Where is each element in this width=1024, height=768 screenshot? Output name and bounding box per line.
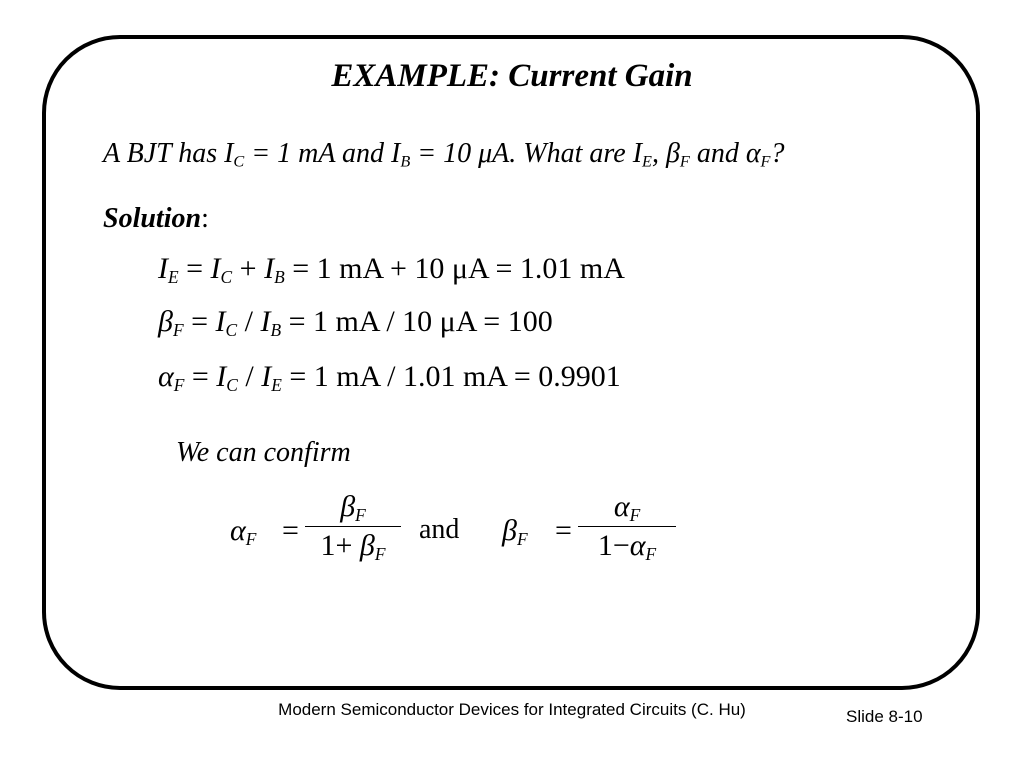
fraction-numerator — [305, 490, 401, 524]
symbol-current: I — [632, 138, 643, 169]
eq-lhs: α — [158, 360, 174, 393]
fraction-bar — [305, 526, 401, 527]
formula2-equals: = — [555, 514, 572, 547]
formula-symbol: α — [613, 490, 630, 523]
eq-lhs: β — [158, 305, 173, 338]
solution-colon: : — [201, 203, 209, 234]
solution-heading — [103, 203, 209, 235]
eq-result: = 1 mA / 10 μA = 100 — [281, 305, 553, 338]
den-prefix: 1+ — [320, 529, 360, 562]
formula1-fraction — [305, 490, 401, 563]
formula-symbol: α — [230, 514, 246, 547]
formula2-lhs — [502, 514, 528, 548]
eq-op: = — [183, 305, 216, 338]
eq-op: / — [237, 305, 261, 338]
eq-term: I — [216, 360, 227, 393]
footer-text: Modern Semiconductor Devices for Integrated Circuits (C. Hu) — [278, 700, 746, 719]
question-part: and — [689, 138, 746, 169]
eq-result: = 1 mA + 10 μA = 1.01 mA — [284, 252, 625, 285]
subscript: E — [642, 152, 652, 171]
slide-number: Slide 8-10 — [846, 707, 923, 726]
question-part: , — [651, 138, 666, 169]
equation-alpha — [158, 360, 621, 394]
subscript: F — [173, 374, 185, 395]
subscript: C — [233, 152, 245, 171]
question-part: = 1 mA and — [244, 138, 391, 169]
formula1-equals: = — [282, 514, 299, 547]
question-part: = 10 μA. What are — [410, 138, 633, 169]
eq-op: / — [237, 360, 262, 393]
fraction-bar — [578, 526, 676, 527]
fraction-denominator — [305, 529, 401, 563]
formula1-lhs — [230, 514, 256, 548]
symbol-beta: β — [665, 138, 680, 169]
question-part: A BJT has — [103, 138, 225, 169]
subscript: F — [172, 319, 184, 340]
formula-symbol: β — [502, 514, 517, 547]
subscript: F — [629, 504, 641, 525]
eq-term: I — [261, 360, 272, 393]
subscript: C — [225, 319, 238, 340]
den-prefix: 1− — [597, 529, 630, 562]
subscript: F — [760, 152, 771, 171]
subscript: F — [679, 152, 690, 171]
subscript: F — [245, 528, 257, 549]
symbol-alpha: α — [745, 138, 761, 169]
subscript: C — [226, 374, 238, 395]
subscript: F — [645, 543, 657, 564]
confirm-text: We can confirm — [176, 437, 351, 468]
subscript: B — [274, 266, 285, 287]
fraction-denominator — [578, 529, 676, 563]
question-text — [103, 138, 784, 170]
slide-title: EXAMPLE: Current Gain — [331, 58, 693, 94]
equation-beta — [158, 305, 553, 339]
eq-op: + — [232, 252, 265, 285]
eq-term: I — [264, 252, 275, 285]
eq-term: I — [215, 305, 226, 338]
subscript: E — [168, 266, 179, 287]
eq-term: I — [210, 252, 221, 285]
subscript: F — [516, 528, 528, 549]
equation-emitter-current — [158, 252, 625, 286]
eq-lhs: I — [158, 252, 168, 285]
subscript: C — [220, 266, 233, 287]
formula-symbol: α — [629, 529, 646, 562]
symbol-current: I — [224, 138, 234, 169]
subscript: F — [374, 543, 386, 564]
question-part: ? — [770, 138, 785, 169]
eq-result: = 1 mA / 1.01 mA = 0.9901 — [281, 360, 621, 393]
eq-op: = — [184, 360, 217, 393]
and-text: and — [419, 514, 460, 545]
subscript: B — [400, 152, 411, 171]
formula2-fraction — [578, 490, 676, 563]
subscript: F — [355, 504, 366, 525]
formula-symbol: β — [340, 490, 356, 523]
symbol-current: I — [390, 138, 401, 169]
solution-label: Solution — [103, 203, 202, 234]
fraction-numerator — [578, 490, 676, 524]
subscript: B — [270, 319, 282, 340]
eq-term: I — [260, 305, 271, 338]
eq-op: = — [178, 252, 211, 285]
formula-symbol: β — [359, 529, 375, 562]
subscript: E — [271, 374, 282, 395]
